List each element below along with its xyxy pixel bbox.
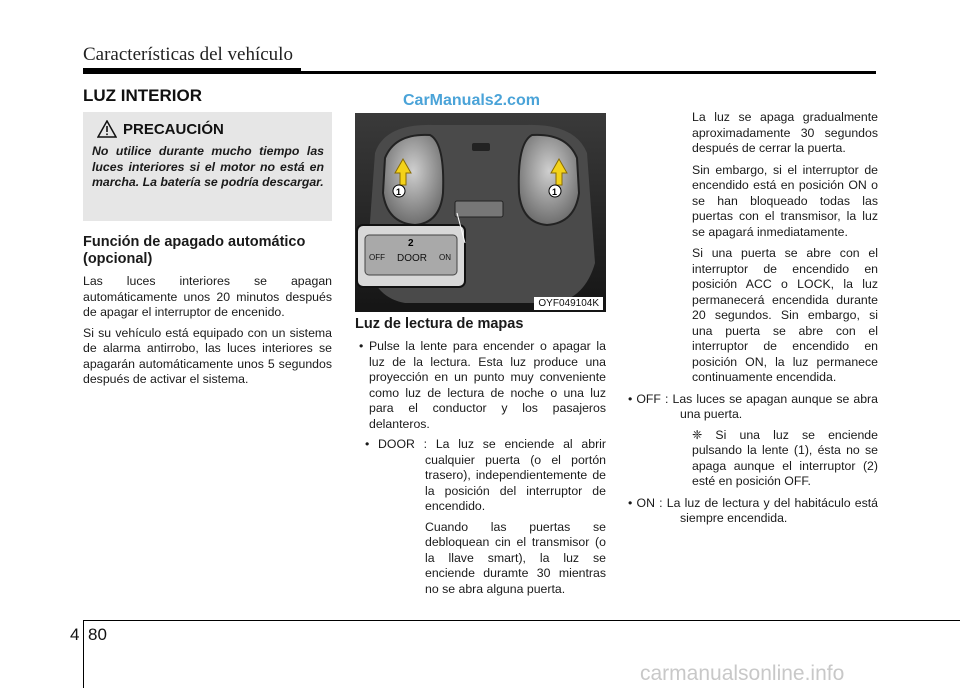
interior-light-illustration bbox=[355, 113, 606, 312]
door-text-2: Cuando las puertas se debloquean cin el transmisor (o la llave smart), la luz se enciende duramte 30 mientras no se abra alguna puerta. bbox=[425, 519, 606, 596]
off-item: • OFF : Las luces se apagan aunque se abra una puerta. bbox=[628, 391, 878, 421]
right-lamp-lens bbox=[519, 135, 579, 225]
caution-heading-row bbox=[97, 120, 224, 138]
auto-off-paragraph-2: Si su vehículo está equipado con un sistema de alarma antirrobo, las luces interiores se apagarán automáticamente unos 5 segundos después de activar el sistema. bbox=[83, 325, 332, 386]
section-title: LUZ INTERIOR bbox=[83, 86, 202, 105]
callout-1-right: 1 bbox=[552, 187, 558, 197]
door-paragraph-2: Sin embargo, si el interruptor de encendido está en posición ON o se han bloqueado todas las puertas con el transmisor, la luz se apagará inmediatamente. bbox=[692, 162, 878, 239]
column-1 bbox=[83, 234, 332, 393]
left-lamp-lens bbox=[383, 135, 443, 225]
watermark-top: CarManuals2.com bbox=[403, 92, 540, 109]
page-number: 80 bbox=[88, 625, 107, 644]
callout-1-left: 1 bbox=[396, 187, 402, 197]
caution-box bbox=[83, 112, 332, 221]
header-title: Características del vehículo bbox=[83, 44, 293, 65]
door-text: La luz se enciende al abrir cualquier puerta (o el portón trasero), independientemente de la posición del interruptor de encendido. bbox=[425, 437, 606, 513]
interior-light-figure bbox=[355, 113, 606, 312]
door-lead: • DOOR : bbox=[365, 437, 428, 451]
column-3 bbox=[624, 110, 878, 532]
switch-door-label: DOOR bbox=[397, 253, 427, 264]
warning-triangle-icon bbox=[97, 120, 117, 138]
chapter-number: 4 bbox=[70, 625, 80, 644]
door-paragraph-1: La luz se apaga gradualmente aproximadamente 30 segundos después de cerrar la puerta. bbox=[692, 110, 878, 155]
column-2 bbox=[355, 316, 606, 602]
switch-on-label: ON bbox=[439, 253, 451, 262]
watermark-bottom: carmanualsonline.info bbox=[640, 662, 845, 685]
map-light-subtitle: Luz de lectura de mapas bbox=[355, 316, 524, 332]
caution-heading: PRECAUCIÓN bbox=[123, 120, 224, 138]
switch-off-label: OFF bbox=[369, 253, 385, 262]
footer-divider bbox=[83, 620, 84, 688]
footer-rule bbox=[83, 620, 960, 621]
door-paragraph-3: Si una puerta se abre con el interruptor de encendido en posición ACC o LOCK, la luz permanecerá encendida durante 20 segundos. Sin embargo, si una puerta se abre con el interruptor de encendido en posición ON, la luz permanece continuamente encendida. bbox=[692, 246, 878, 384]
figure-code: OYF049104K bbox=[534, 297, 603, 310]
callout-2: 2 bbox=[408, 238, 414, 249]
map-light-bullet: • Pulse la lente para encender o apagar la luz de la lectura. Esta luz produce una proyección en un punto muy conveniente como luz de lectura de noche o una luz para el conductor y los pasajeros delanteros. bbox=[359, 339, 606, 431]
on-item: • ON : La luz de lectura y del habitáculo está siempre encendida. bbox=[628, 495, 878, 525]
auto-off-subtitle: Función de apagado automático (opcional) bbox=[83, 234, 306, 267]
header-rule-accent bbox=[83, 68, 301, 74]
auto-off-paragraph-1: Las luces interiores se apagan automáticamente unos 20 minutos después de apagar el interruptor de encenido. bbox=[83, 274, 332, 319]
off-note: ❈ Si una luz se enciende pulsando la lente (1), ésta no se apaga aunque el interruptor (2) esté en posición OFF. bbox=[692, 427, 878, 488]
door-item bbox=[355, 437, 606, 515]
caution-text: No utilice durante mucho tiempo las luces interiores si el motor no está en marcha. La batería se podría descargar. bbox=[92, 144, 324, 189]
